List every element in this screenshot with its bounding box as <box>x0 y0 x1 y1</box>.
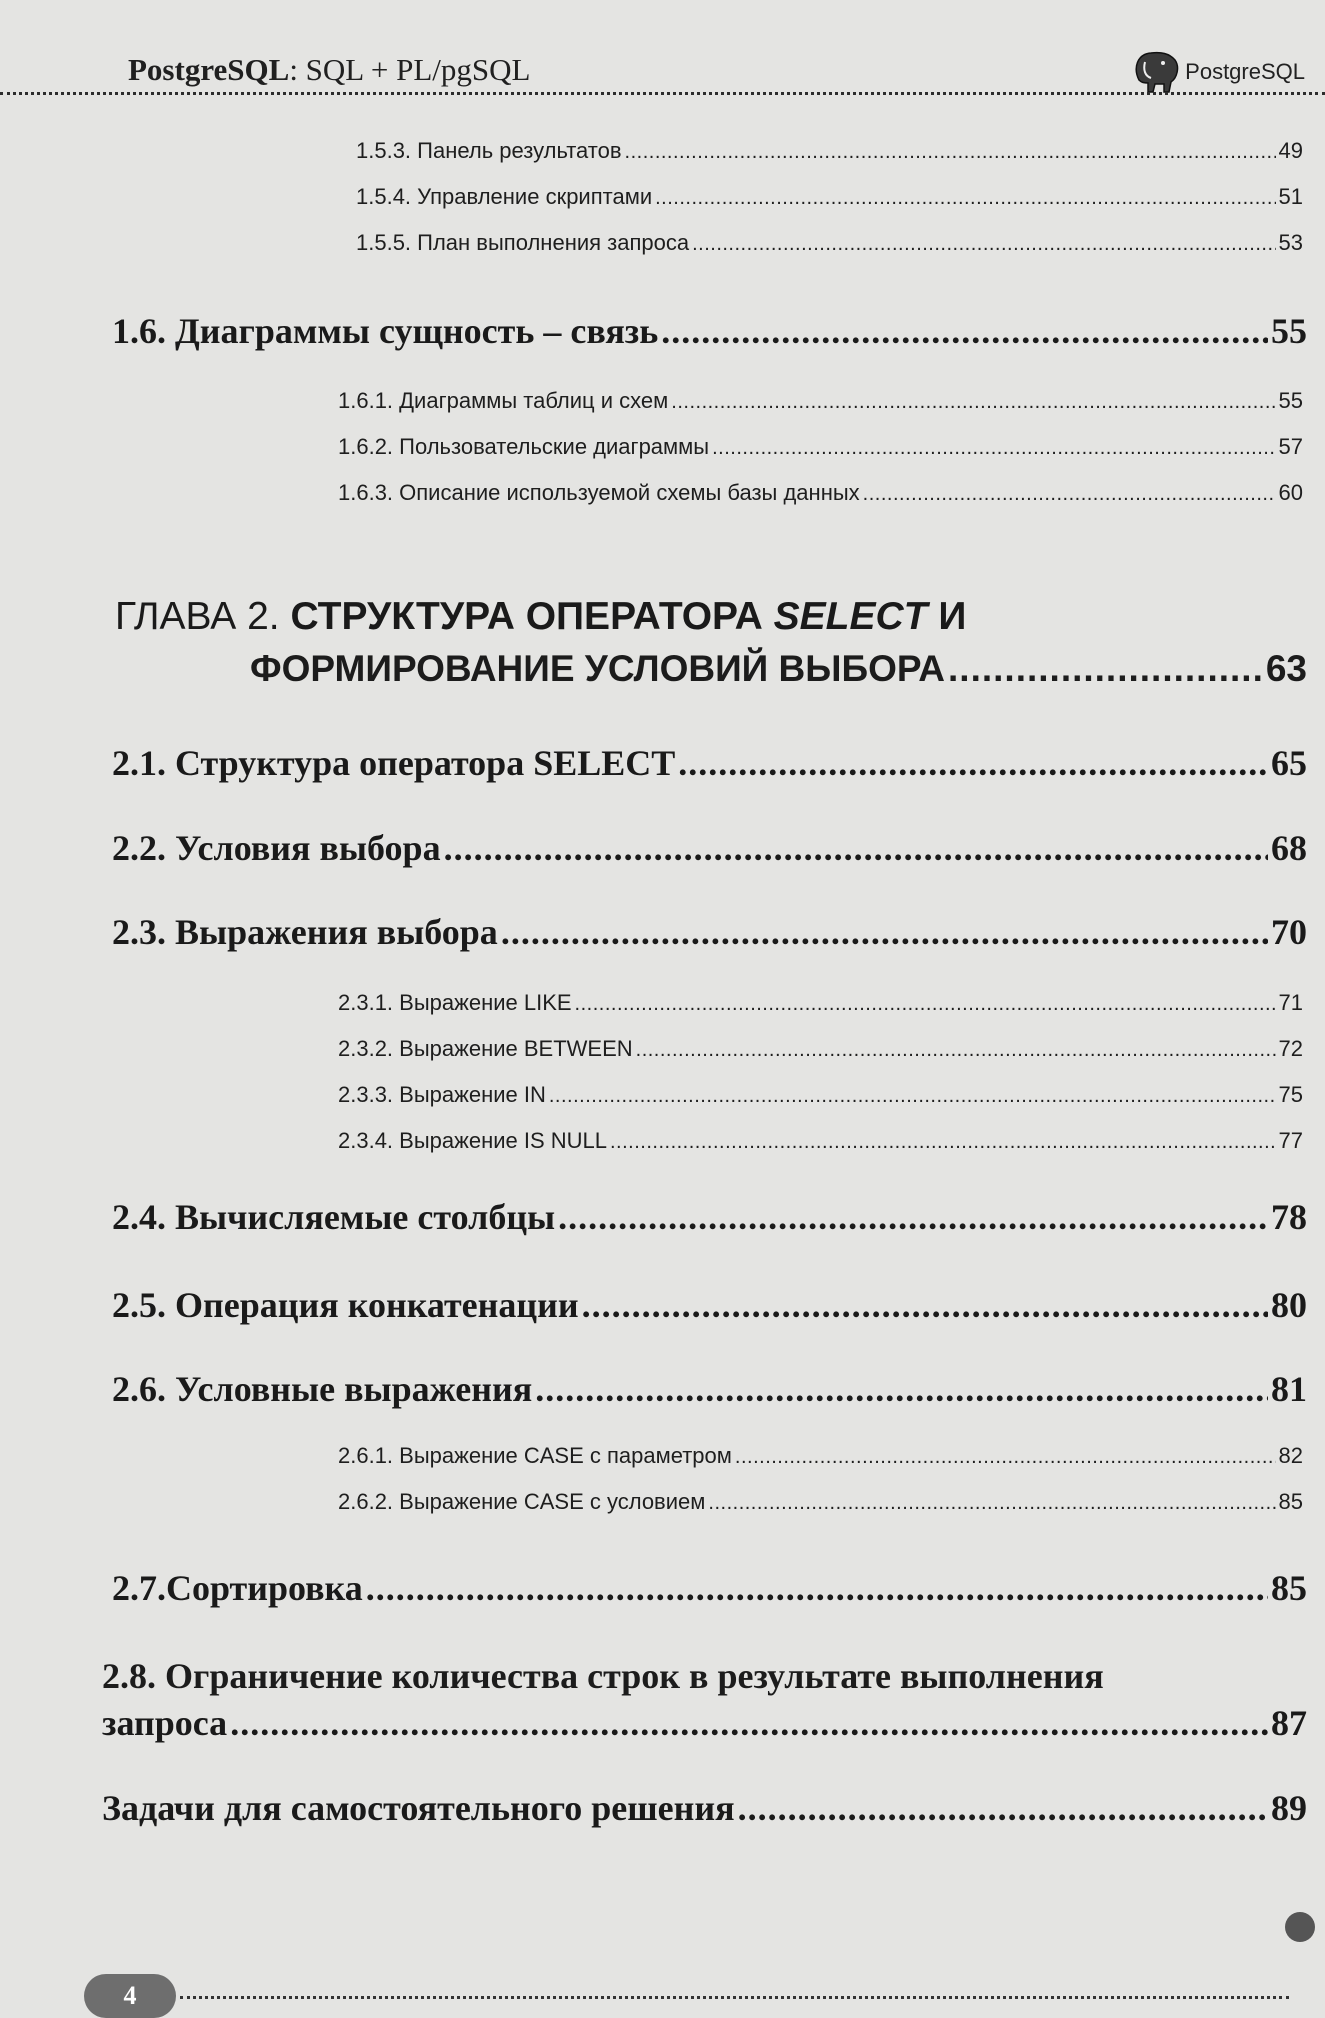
toc-page-number: 85 <box>1278 1489 1303 1514</box>
toc-entry-2-7[interactable] <box>112 1567 1307 1609</box>
toc-entry-label: 2.6.2. Выражение CASE с условием <box>338 1489 706 1514</box>
dot-leader <box>671 391 1275 414</box>
toc-page-number: 78 <box>1271 1197 1307 1237</box>
toc-entry-2-3-1[interactable] <box>338 990 1303 1016</box>
dot-leader <box>735 1446 1276 1469</box>
toc-entry-2-8[interactable] <box>102 1702 1307 1744</box>
toc-entry-2-6[interactable] <box>112 1368 1307 1410</box>
toc-page-number: 85 <box>1271 1568 1307 1608</box>
toc-entry-2-6-2[interactable] <box>338 1489 1303 1515</box>
dot-leader <box>636 1039 1276 1062</box>
toc-entry-label: 2.1. Структура оператора SELECT <box>112 743 676 783</box>
dot-leader <box>738 1787 1268 1829</box>
toc-entry-2-3-4[interactable] <box>338 1128 1303 1154</box>
toc-entry-1-5-4[interactable] <box>356 184 1303 210</box>
footer-divider <box>180 1996 1289 1999</box>
dot-leader <box>712 437 1275 460</box>
toc-page-number: 71 <box>1278 990 1303 1015</box>
chapter-title-a: СТРУКТУРА ОПЕРАТОРА <box>290 595 774 638</box>
toc-entry-2-3[interactable] <box>112 911 1307 953</box>
chapter-title-b: И <box>927 595 967 638</box>
dot-leader <box>582 1284 1268 1326</box>
toc-page-number: 55 <box>1278 388 1303 413</box>
toc-page-number: 49 <box>1278 138 1303 163</box>
header-title-rest: : SQL + PL/pgSQL <box>289 52 531 87</box>
chapter-title-italic: SELECT <box>773 595 928 638</box>
toc-page-number: 72 <box>1278 1036 1303 1061</box>
toc-entry-label: 2.3.3. Выражение IN <box>338 1082 546 1107</box>
toc-entry-label: 2.2. Условия выбора <box>112 828 441 868</box>
toc-page-number: 70 <box>1271 912 1307 952</box>
toc-page-number: 57 <box>1278 434 1303 459</box>
toc-entry-2-6-1[interactable] <box>338 1443 1303 1469</box>
toc-page-number: 80 <box>1271 1285 1307 1325</box>
dot-leader <box>366 1567 1268 1609</box>
dot-leader <box>535 1368 1268 1410</box>
toc-entry-label: 1.5.5. План выполнения запроса <box>356 230 690 255</box>
toc-entry-label: 1.5.3. Панель результатов <box>356 138 622 163</box>
toc-page-number: 87 <box>1271 1703 1307 1743</box>
toc-entry-label: 2.5. Операция конкатенации <box>112 1285 579 1325</box>
chapter-2-heading[interactable] <box>115 595 966 639</box>
toc-entry-label: 2.6.1. Выражение CASE с параметром <box>338 1443 732 1468</box>
dot-leader <box>625 141 1276 164</box>
dot-leader <box>230 1702 1268 1744</box>
dot-leader <box>863 483 1276 506</box>
dot-leader <box>444 827 1268 869</box>
dot-leader <box>692 233 1275 256</box>
dot-leader <box>661 310 1268 352</box>
toc-page-number: 63 <box>1265 648 1307 689</box>
toc-entry-label: 2.7.Сортировка <box>112 1568 363 1608</box>
toc-entry-1-6-2[interactable] <box>338 434 1303 460</box>
dot-leader <box>575 993 1276 1016</box>
toc-entry-label: 1.6.1. Диаграммы таблиц и схем <box>338 388 669 413</box>
postgresql-logo <box>1131 50 1305 94</box>
dot-leader <box>549 1085 1276 1108</box>
dot-leader <box>558 1196 1268 1238</box>
toc-entry-1-6[interactable] <box>112 310 1307 352</box>
toc-page-number: 60 <box>1278 480 1303 505</box>
toc-page-number: 89 <box>1271 1788 1307 1828</box>
toc-entry-label: 2.6. Условные выражения <box>112 1369 533 1409</box>
toc-entry-2-3-2[interactable] <box>338 1036 1303 1062</box>
toc-entry-1-5-3[interactable] <box>356 138 1303 164</box>
running-header <box>128 52 530 88</box>
toc-page-number: 75 <box>1278 1082 1303 1107</box>
dot-leader <box>948 648 1263 690</box>
elephant-icon <box>1131 50 1181 94</box>
toc-entry-2-3-3[interactable] <box>338 1082 1303 1108</box>
header-title-bold: PostgreSQL <box>128 52 290 87</box>
toc-entry-label: 1.6. Диаграммы сущность – связь <box>112 311 659 351</box>
toc-entry-label: ФОРМИРОВАНИЕ УСЛОВИЙ ВЫБОРА <box>250 648 946 689</box>
footer-bullet-icon <box>1285 1912 1315 1942</box>
toc-entry-label: 1.6.2. Пользовательские диаграммы <box>338 434 710 459</box>
dot-leader <box>610 1131 1276 1154</box>
toc-entry-tasks[interactable] <box>102 1787 1307 1829</box>
chapter-2-heading-line2[interactable] <box>250 648 1307 690</box>
toc-entry-label: 1.5.4. Управление скриптами <box>356 184 653 209</box>
toc-entry-2-8-line1[interactable]: 2.8. Ограничение количества строк в результате выполнения <box>102 1656 1104 1696</box>
page-number-badge: 4 <box>84 1974 176 2018</box>
toc-entry-label: Задачи для самостоятельного решения <box>102 1788 735 1828</box>
toc-entry-2-2[interactable] <box>112 827 1307 869</box>
dot-leader <box>678 742 1268 784</box>
toc-entry-1-6-3[interactable] <box>338 480 1303 506</box>
dot-leader <box>655 187 1275 210</box>
toc-entry-2-5[interactable] <box>112 1284 1307 1326</box>
toc-page-number: 82 <box>1278 1443 1303 1468</box>
toc-entry-label: запроса <box>102 1703 228 1743</box>
toc-page-number: 77 <box>1278 1128 1303 1153</box>
toc-entry-label: 2.4. Вычисляемые столбцы <box>112 1197 556 1237</box>
header-divider <box>0 92 1325 95</box>
toc-page-number: 55 <box>1271 311 1307 351</box>
toc-entry-1-5-5[interactable] <box>356 230 1303 256</box>
logo-text: PostgreSQL <box>1185 59 1305 84</box>
toc-entry-2-4[interactable] <box>112 1196 1307 1238</box>
toc-page-number: 68 <box>1271 828 1307 868</box>
toc-entry-label: 2.3. Выражения выбора <box>112 912 498 952</box>
toc-entry-label: 2.3.4. Выражение IS NULL <box>338 1128 607 1153</box>
toc-entry-label: 2.3.1. Выражение LIKE <box>338 990 572 1015</box>
toc-entry-1-6-1[interactable] <box>338 388 1303 414</box>
chapter-prefix: ГЛАВА 2. <box>115 595 291 638</box>
toc-entry-label: 2.3.2. Выражение BETWEEN <box>338 1036 633 1061</box>
dot-leader <box>501 911 1268 953</box>
toc-page-number: 65 <box>1271 743 1307 783</box>
toc-page-number: 51 <box>1278 184 1303 209</box>
toc-page-number: 53 <box>1278 230 1303 255</box>
dot-leader <box>708 1492 1275 1515</box>
toc-page-number: 81 <box>1271 1369 1307 1409</box>
toc-entry-2-1[interactable] <box>112 742 1307 784</box>
toc-entry-label: 1.6.3. Описание используемой схемы базы данных <box>338 480 860 505</box>
